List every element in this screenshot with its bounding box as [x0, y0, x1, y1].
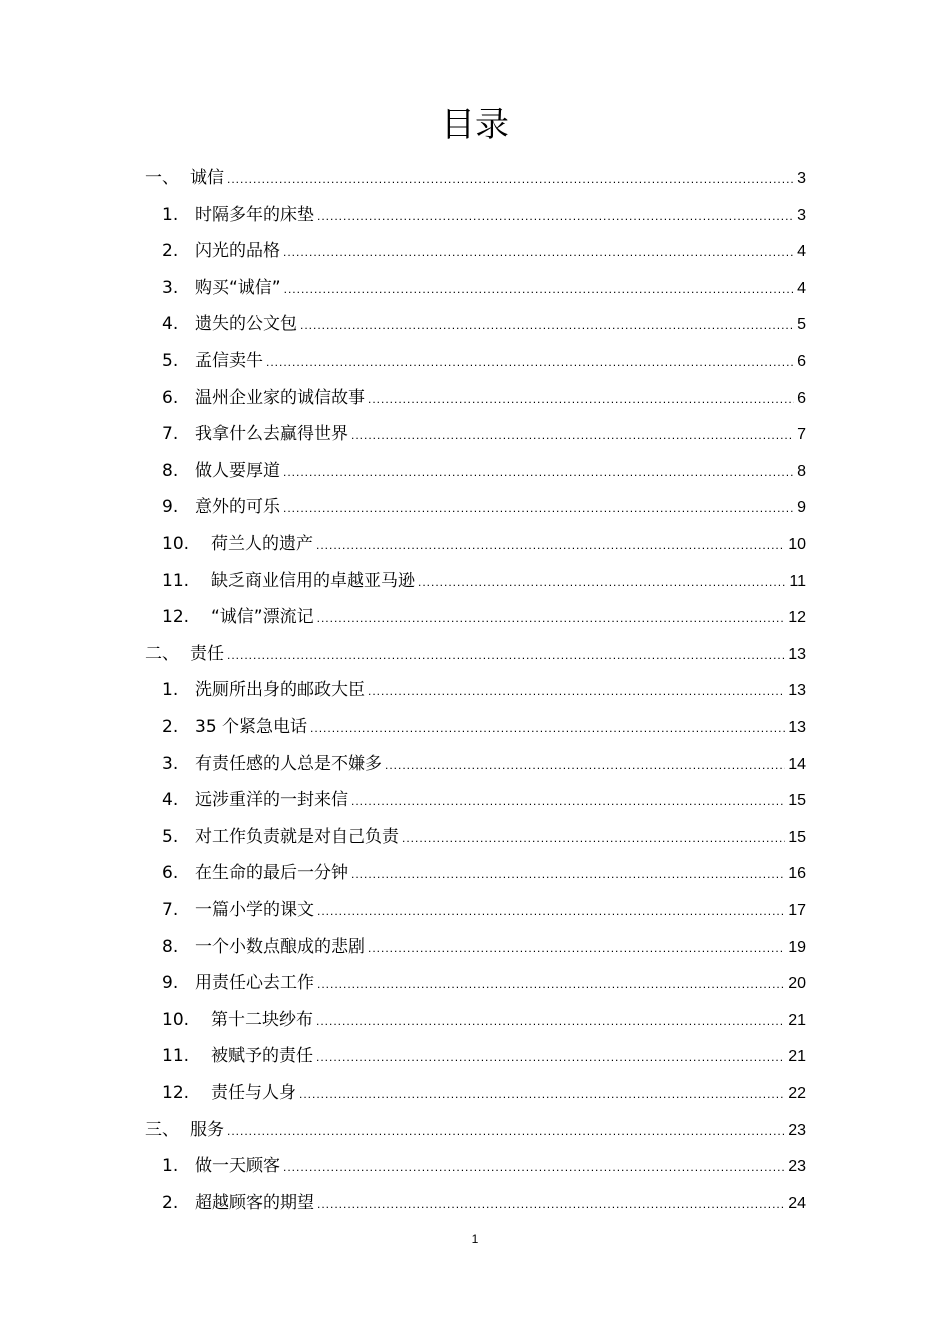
dot-leader [317, 600, 786, 636]
toc-entry[interactable] [0, 453, 950, 489]
toc-entry-line [190, 160, 806, 197]
toc-entry[interactable] [0, 892, 950, 928]
toc-entry-number: 7. [162, 900, 179, 920]
toc-entry-number: 5. [162, 827, 179, 847]
dot-leader [317, 1186, 785, 1222]
toc-entry-page-number: 3 [797, 170, 806, 187]
toc-entry-page-number: 20 [788, 975, 806, 992]
dot-leader [300, 307, 794, 343]
toc-entry-number: 2. [162, 241, 179, 261]
dot-leader [283, 1149, 785, 1185]
toc-entry-number: 一、 [145, 168, 179, 188]
toc-entry-number: 8. [162, 461, 179, 481]
toc-entry-line [195, 306, 806, 343]
toc-entry-label: 责任 [190, 644, 224, 664]
dot-leader [310, 710, 785, 746]
toc-entry-line [195, 855, 806, 892]
toc-entry-page-number: 14 [788, 756, 806, 773]
toc-entry[interactable] [0, 819, 950, 855]
dot-leader [299, 1076, 785, 1112]
toc-entry-number: 1. [162, 1156, 179, 1176]
toc-entry-number: 11. [162, 1046, 190, 1066]
dot-leader [418, 564, 786, 600]
toc-entry[interactable] [0, 965, 950, 1001]
toc-entry[interactable] [0, 855, 950, 891]
toc-entry-number: 8. [162, 937, 179, 957]
toc-entry-number: 1. [162, 205, 179, 225]
toc-entry-line [195, 929, 806, 966]
toc-section-entry[interactable] [0, 160, 950, 196]
toc-entry-number: 2. [162, 1193, 179, 1213]
dot-leader [351, 856, 785, 892]
dot-leader [317, 893, 785, 929]
toc-entry-label: 做人要厚道 [195, 461, 280, 481]
toc-entry-page-number: 9 [797, 499, 806, 516]
toc-entry-line [195, 965, 806, 1002]
toc-entry-label: 闪光的品格 [195, 241, 280, 261]
toc-entry-page-number: 17 [788, 902, 806, 919]
toc-entry-page-number: 6 [797, 390, 806, 407]
toc-entry-number: 3. [162, 754, 179, 774]
toc-entry-page-number: 16 [788, 865, 806, 882]
toc-entry-line [195, 380, 806, 417]
toc-entry-number: 4. [162, 314, 179, 334]
toc-entry-label: 时隔多年的床垫 [195, 205, 314, 225]
toc-entry[interactable] [0, 416, 950, 452]
toc-entry-page-number: 24 [788, 1195, 806, 1212]
toc-entry-label: 洗厕所出身的邮政大臣 [195, 680, 365, 700]
toc-entry-line [195, 1148, 806, 1185]
toc-entry-page-number: 10 [788, 536, 806, 553]
toc-entry-number: 2. [162, 717, 179, 737]
dot-leader [317, 198, 794, 234]
toc-entry-label: 购买“诚信” [195, 278, 281, 298]
toc-entry-line [195, 233, 806, 270]
toc-entry-line [211, 1075, 806, 1112]
toc-entry-line [195, 416, 806, 453]
toc-entry[interactable] [0, 1148, 950, 1184]
toc-entry-line [211, 526, 806, 563]
toc-entry-label: 诚信 [190, 168, 224, 188]
toc-entry-page-number: 13 [788, 646, 806, 663]
toc-entry-label: 有责任感的人总是不嫌多 [195, 754, 382, 774]
toc-entry-page-number: 15 [788, 829, 806, 846]
toc-entry-label: 一篇小学的课文 [195, 900, 314, 920]
toc-entry-number: 4. [162, 790, 179, 810]
toc-entry-page-number: 13 [788, 682, 806, 699]
toc-entry-label: 超越顾客的期望 [195, 1193, 314, 1213]
toc-entry[interactable] [0, 526, 950, 562]
dot-leader [385, 747, 785, 783]
toc-section-entry[interactable] [0, 636, 950, 672]
dot-leader [316, 527, 785, 563]
toc-entry-page-number: 15 [788, 792, 806, 809]
toc-entry-page-number: 21 [788, 1012, 806, 1029]
toc-entry-label: 荷兰人的遗产 [211, 534, 313, 554]
toc-entry-number: 6. [162, 388, 179, 408]
toc-entry[interactable] [0, 380, 950, 416]
toc-entry-label: 孟信卖牛 [195, 351, 263, 371]
toc-entry-number: 10. [162, 534, 190, 554]
toc-entry[interactable] [0, 233, 950, 269]
toc-entry-number: 二、 [145, 644, 179, 664]
toc-entry-line [195, 672, 806, 709]
dot-leader [317, 966, 785, 1002]
dot-leader [351, 783, 785, 819]
toc-entry-label: 被赋予的责任 [211, 1046, 313, 1066]
toc-entry-line [195, 489, 806, 526]
toc-entry-number: 12. [162, 607, 190, 627]
toc-entry-number: 1. [162, 680, 179, 700]
dot-leader [283, 454, 794, 490]
toc-entry[interactable] [0, 306, 950, 342]
toc-entry[interactable] [0, 1185, 950, 1221]
toc-entry-page-number: 22 [788, 1085, 806, 1102]
toc-entry[interactable] [0, 672, 950, 708]
toc-entry-page-number: 23 [788, 1122, 806, 1139]
toc-entry-label: 遗失的公文包 [195, 314, 297, 334]
toc-entry-label: 做一天顾客 [195, 1156, 280, 1176]
toc-entry-page-number: 21 [788, 1048, 806, 1065]
toc-entry[interactable] [0, 489, 950, 525]
toc-entry-line [211, 1038, 806, 1075]
toc-entry-label: “诚信”漂流记 [211, 607, 314, 627]
toc-entry-line [195, 819, 806, 856]
toc-entry-label: 35 个紧急电话 [195, 717, 308, 737]
toc-entry-number: 3. [162, 278, 179, 298]
toc-entry[interactable] [0, 563, 950, 599]
toc-entry-page-number: 4 [797, 280, 806, 297]
toc-entry-line [195, 453, 806, 490]
toc-entry-label: 用责任心去工作 [195, 973, 314, 993]
toc-entry-label: 远涉重洋的一封来信 [195, 790, 348, 810]
toc-entry-page-number: 11 [789, 573, 806, 590]
toc-entry[interactable] [0, 746, 950, 782]
toc-entry-line [195, 892, 806, 929]
toc-section-entry[interactable] [0, 1112, 950, 1148]
toc-entry-line [195, 197, 806, 234]
toc-entry-label: 对工作负责就是对自己负责 [195, 827, 399, 847]
toc-entry[interactable] [0, 709, 950, 745]
toc-entry[interactable] [0, 599, 950, 635]
toc-entry-line [195, 270, 806, 307]
toc-entry-line [195, 746, 806, 783]
dot-leader [283, 234, 794, 270]
toc-entry-label: 缺乏商业信用的卓越亚马逊 [211, 571, 415, 591]
dot-leader [283, 490, 794, 526]
toc-entry-number: 三、 [145, 1120, 179, 1140]
dot-leader [284, 271, 794, 307]
toc-entry-line [211, 563, 806, 600]
toc-entry[interactable] [0, 1038, 950, 1074]
toc-entry-line [211, 1002, 806, 1039]
toc-entry-label: 意外的可乐 [195, 497, 280, 517]
dot-leader [402, 820, 785, 856]
toc-entry-number: 11. [162, 571, 190, 591]
toc-entry[interactable] [0, 782, 950, 818]
dot-leader [227, 637, 785, 673]
toc-entry-label: 我拿什么去赢得世界 [195, 424, 348, 444]
toc-entry-number: 6. [162, 863, 179, 883]
page-title: 目录 [441, 105, 509, 145]
page-number-footer: 1 [471, 1232, 479, 1246]
toc-entry-number: 9. [162, 497, 179, 517]
toc-entry-page-number: 12 [788, 609, 806, 626]
toc-entry-page-number: 23 [788, 1158, 806, 1175]
toc-entry-label: 一个小数点酿成的悲剧 [195, 937, 365, 957]
toc-entry-label: 在生命的最后一分钟 [195, 863, 348, 883]
dot-leader [351, 417, 794, 453]
toc-entry-number: 10. [162, 1010, 190, 1030]
toc-entry-line [211, 599, 806, 636]
toc-entry-number: 5. [162, 351, 179, 371]
dot-leader [227, 1113, 785, 1149]
dot-leader [316, 1039, 785, 1075]
toc-entry-line [190, 1112, 806, 1149]
toc-entry-line [190, 636, 806, 673]
toc-entry-page-number: 7 [797, 426, 806, 443]
toc-entry-page-number: 3 [797, 207, 806, 224]
toc-entry[interactable] [0, 270, 950, 306]
dot-leader [227, 161, 794, 197]
toc-entry[interactable] [0, 929, 950, 965]
dot-leader [368, 381, 794, 417]
toc-entry-number: 7. [162, 424, 179, 444]
toc-entry-page-number: 4 [797, 243, 806, 260]
toc-entry-page-number: 19 [788, 939, 806, 956]
toc-entry-label: 第十二块纱布 [211, 1010, 313, 1030]
toc-entry-line [195, 1185, 806, 1222]
toc-entry-number: 9. [162, 973, 179, 993]
toc-entry-line [195, 343, 806, 380]
toc-entry-label: 责任与人身 [211, 1083, 296, 1103]
dot-leader [266, 344, 794, 380]
toc-entry-page-number: 5 [797, 316, 806, 333]
toc-entry-number: 12. [162, 1083, 190, 1103]
toc-entry[interactable] [0, 197, 950, 233]
toc-entry-line [195, 709, 806, 746]
toc-entry-label: 温州企业家的诚信故事 [195, 388, 365, 408]
toc-entry[interactable] [0, 1075, 950, 1111]
toc-entry[interactable] [0, 1002, 950, 1038]
toc-entry-line [195, 782, 806, 819]
dot-leader [316, 1003, 785, 1039]
dot-leader [368, 930, 785, 966]
toc-entry-page-number: 6 [797, 353, 806, 370]
toc-entry-label: 服务 [190, 1120, 224, 1140]
toc-entry[interactable] [0, 343, 950, 379]
dot-leader [368, 673, 785, 709]
toc-entry-page-number: 13 [788, 719, 806, 736]
toc-entry-page-number: 8 [797, 463, 806, 480]
